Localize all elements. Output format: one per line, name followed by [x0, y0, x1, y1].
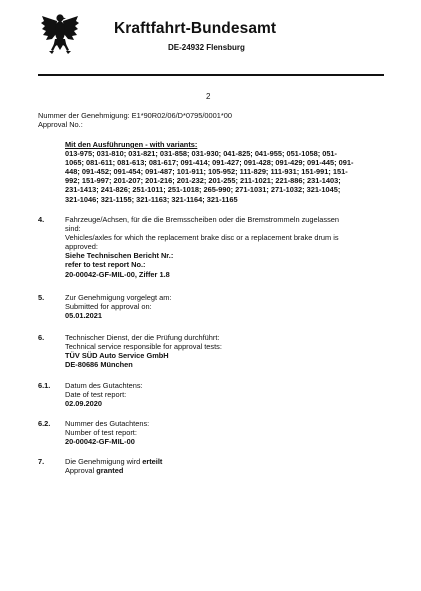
- authority-address: DE-24932 Flensburg: [168, 43, 245, 52]
- approval-status-de: erteilt: [142, 457, 163, 466]
- section-line: Number of test report:: [65, 428, 137, 438]
- approval-number: [38, 111, 232, 129]
- section-line-text: Die Genehmigung wird: [65, 457, 143, 466]
- variants-line: 448; 091-452; 091-454; 091-487; 101-911; 105-952; 111-829; 111-931; 151-991; 151-: [65, 167, 348, 177]
- section-line: refer to test report No.:: [65, 260, 146, 270]
- section-6-2-report-number: [65, 419, 149, 446]
- variants-heading: Mit den Ausführungen - with variants:: [65, 140, 198, 149]
- section-line: Submitted for approval on:: [65, 302, 152, 312]
- section-line: 05.01.2021: [65, 311, 102, 321]
- section-7-approval: [65, 457, 162, 475]
- section-line: 02.09.2020: [65, 399, 102, 409]
- section-line: Vehicles/axles for which the replacement brake disc or a replacement brake drum is: [65, 233, 339, 243]
- page-number: 2: [206, 92, 211, 101]
- variants-line: 321-1046; 321-1155; 321-1163; 321-1164; 321-1165: [65, 194, 238, 204]
- section-line: Technischer Dienst, der die Prüfung durchführt:: [65, 333, 220, 342]
- section-line: Date of test report:: [65, 390, 127, 400]
- section-line: approved:: [65, 242, 98, 252]
- section-line: Zur Genehmigung vorgelegt am:: [65, 293, 172, 302]
- section-line: Nummer des Gutachtens:: [65, 419, 150, 428]
- section-6-number: 6.: [38, 333, 45, 342]
- section-line: [65, 466, 162, 475]
- approval-number-de: Nummer der Genehmigung: E1*90R02/06/D*0795/0001*00: [38, 111, 232, 120]
- section-6-technical-service: [65, 333, 222, 369]
- approval-number-en: Approval No.:: [38, 120, 83, 130]
- variants-line: 013-975; 031-810; 031-821; 031-858; 031-930; 041-825; 041-955; 051-1058; 051-: [65, 149, 338, 159]
- section-4-vehicles: [65, 215, 339, 279]
- section-6-2-number: 6.2.: [38, 419, 51, 428]
- variants-line: 992; 151-997; 201-207; 201-216; 201-232; 201-255; 211-1021; 221-886; 231-1403;: [65, 176, 341, 186]
- section-line: 20-00042-GF-MIL-00: [65, 437, 135, 447]
- section-line: Siehe Technischen Bericht Nr.:: [65, 251, 174, 261]
- section-6-1-number: 6.1.: [38, 381, 51, 390]
- section-line: Technical service responsible for approval tests:: [65, 342, 222, 352]
- section-5-submitted: [65, 293, 171, 320]
- section-6-1-report-date: [65, 381, 143, 408]
- header-divider: [38, 74, 384, 76]
- section-line: Fahrzeuge/Achsen, für die die Bremsscheiben oder die Bremstrommeln zugelassen: [65, 215, 340, 224]
- variants-line: 231-1413; 241-826; 251-1011; 251-1018; 265-990; 271-1031; 271-1032; 321-1045;: [65, 185, 341, 195]
- section-line: Datum des Gutachtens:: [65, 381, 143, 390]
- section-line: sind:: [65, 224, 81, 234]
- approval-status-en: granted: [96, 466, 124, 476]
- variants-block: [65, 140, 353, 204]
- section-5-number: 5.: [38, 293, 45, 302]
- authority-name: Kraftfahrt-Bundesamt: [114, 20, 277, 37]
- variants-line: 1065; 081-611; 081-613; 081-617; 091-414; 091-427; 091-428; 091-429; 091-445; 091-: [65, 158, 354, 168]
- section-line: DE-80686 München: [65, 360, 133, 370]
- section-7-number: 7.: [38, 457, 45, 466]
- section-line: TÜV SÜD Auto Service GmbH: [65, 351, 169, 361]
- section-4-number: 4.: [38, 215, 45, 224]
- section-line: 20-00042-GF-MIL-00, Ziffer 1.8: [65, 269, 170, 279]
- section-line: [65, 457, 162, 466]
- federal-eagle-logo: [40, 12, 80, 56]
- section-line-text: Approval: [65, 466, 97, 476]
